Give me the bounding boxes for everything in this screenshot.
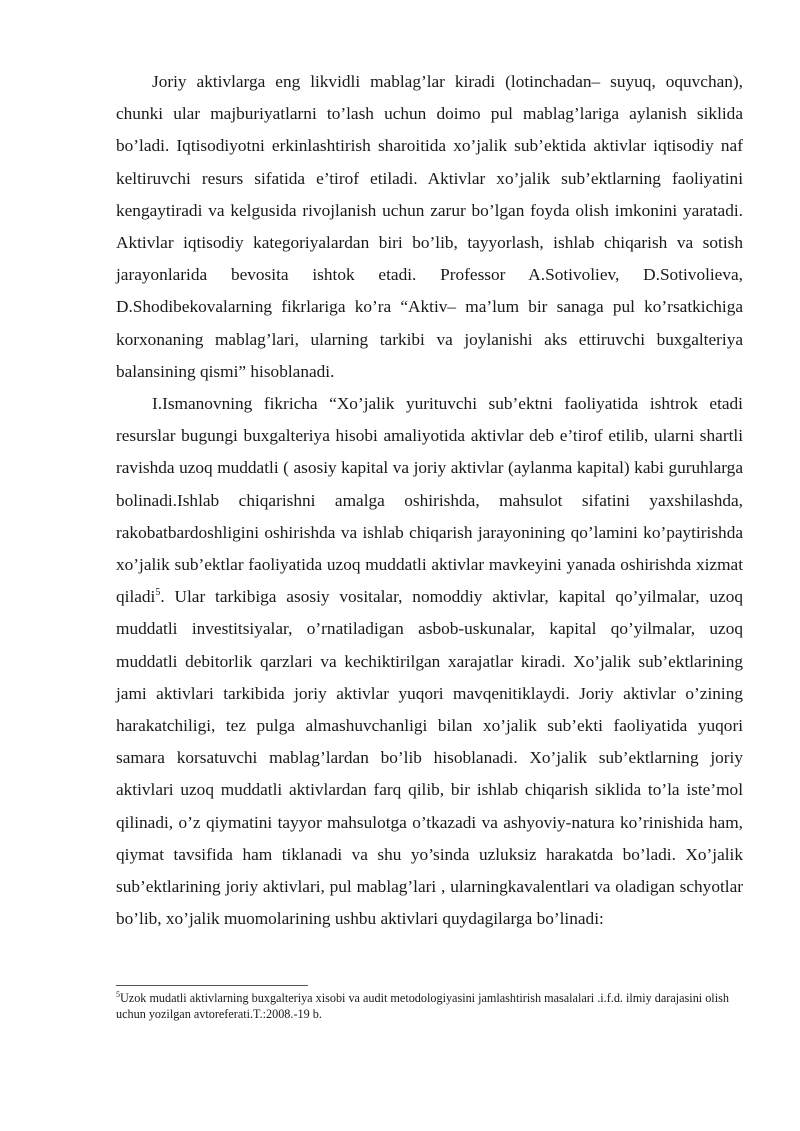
footnote-divider [116,985,308,986]
paragraph-1 [116,66,743,388]
footnote-text: Uzok mudatli aktivlarning buxgalteriya xisobi va audit metodologiyasini jamlashtirish masalalari .i.f.d. ilmiy darajasini olish uchun yozilgan avtoreferati.T.:2008.-19 b. [116,991,729,1021]
paragraph-2 [116,388,743,935]
paragraph-2-text-start: I.Ismanovning fikricha “Xo’jalik yurituvchi sub’ektni faoliyatida ishtrok etadi resurslar bugungi buxgalteriya hisobi amaliyotida aktivlar deb e’tirof etilib, ularni shartli ravishda uzoq muddatli ( asosiy kapital va joriy aktivlar (aylanma kapital) kabi guruhlarga bolinadi.Ishlab chiqarishni amalga oshirishda, mahsulot sifatini yaxshilashda, rakobatbardoshligini oshirishda va ishlab chiqarish jarayonining qo’lamini ko’paytirishda xo’jalik sub’ektlar faoliyatida uzoq muddatli aktivlar mavkeyini yanada oshirishda xizmat qiladi [116,394,743,607]
paragraph-1-text: Joriy aktivlarga eng likvidli mablag’lar kiradi (lotinchadan– suyuq, oquvchan), chunki ular majburiyatlarni to’lash uchun doimo pul mablag’lariga aylanish siklida bo’ladi. Iqtisodiyotni erkinlashtirish sharoitida xo’jalik sub’ektida aktivlar iqtisodiy naf keltiruvchi resurs sifatida e’tirof etiladi. Aktivlar xo’jalik sub’ektlarning faoliyatini kengaytiradi va kelgusida rivojlanish uchun zarur bo’lgan foyda olish imkonini yaratadi. Aktivlar iqtisodiy kategoriyalardan biri bo’lib, tayyorlash, ishlab chiqarish va sotish jarayonlarida bevosita ishtok etadi. Professor A.Sotivoliev, D.Sotivolieva, D.Shodibekovalarning fikrlariga ko’ra “Aktiv– ma’lum bir sanaga pul ko’rsatkichiga korxonaning mablag’lari, ularning tarkibi va joylanishi aks ettiruvchi buxgalteriya balansining qismi” hisoblanadi. [116,72,743,381]
document-body [116,66,743,935]
footnote-reference[interactable]: 5 [155,587,161,599]
footnote [116,990,736,1022]
paragraph-2-text-end: . Ular tarkibiga asosiy vositalar, nomoddiy aktivlar, kapital qo’yilmalar, uzoq muddatli investitsiyalar, o’rnatiladigan asbob-uskunalar, kapital qo’yilmalar, uzoq muddatli debitorlik qarzlari va kechiktirilgan xarajatlar kiradi. Xo’jalik sub’ektlarining jami aktivlari tarkibida joriy aktivlar yuqori mavqenitiklaydi. Joriy aktivlar o’zining harakatchiligi, tez pulga almashuvchanligi bilan xo’jalik sub’ekti faoliyatida yuqori samara korsatuvchi mablag’lardan bo’lib hisoblanadi. Xo’jalik sub’ektlarning joriy aktivlari uzoq muddatli aktivlardan farq qilib, bir ishlab chiqarish siklida to’la iste’mol qilinadi, o’z qiymatini tayyor mahsulotga o’tkazadi va ashyoviy-natura ko’rinishida ham, qiymat tavsifida ham tiklanadi va shu yo’sinda uzluksiz harakatda bo’ladi. Xo’jalik sub’ektlarining joriy aktivlari, pul mablag’lari , ularningkavalentlari va oladigan schyotlar bo’lib, xo’jalik muomolarining ushbu aktivlari quydagilarga bo’linadi: [116,587,743,929]
footnote-marker: 5 [116,989,120,999]
